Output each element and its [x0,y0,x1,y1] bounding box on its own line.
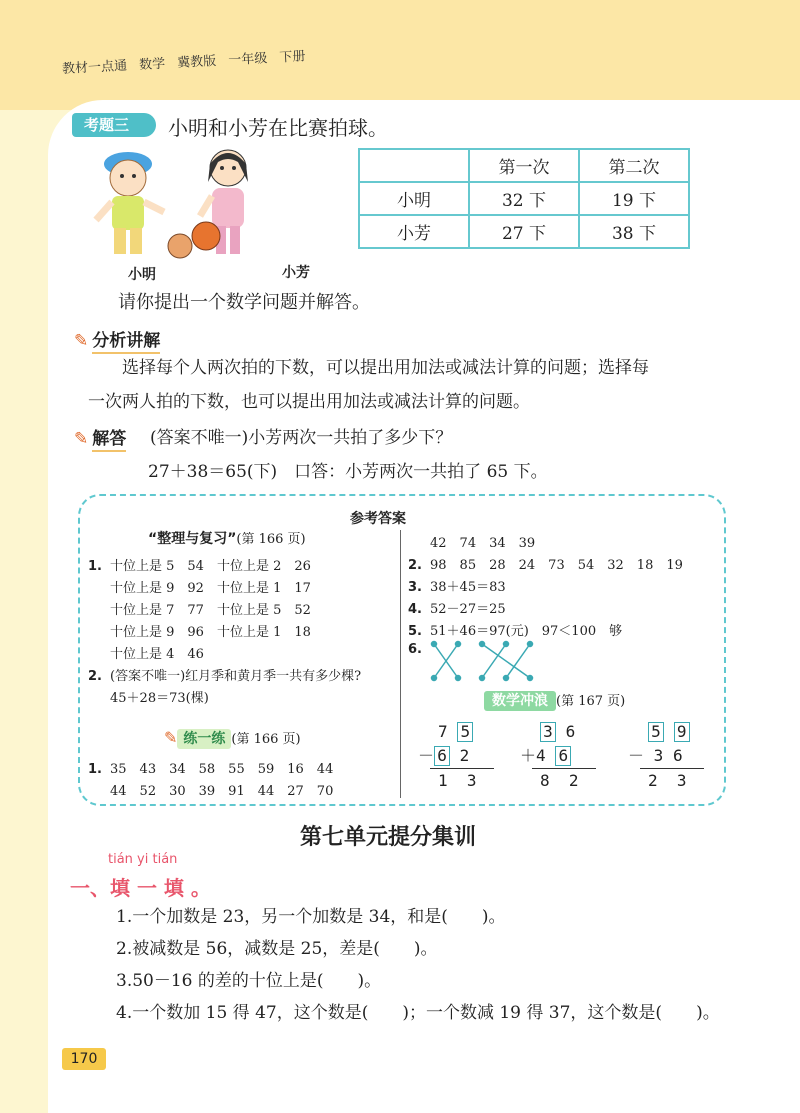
section-heading: 一、填 一 填 。 [70,876,211,900]
wave-heading [484,690,625,710]
answer-line-2: 27＋38＝65(下) 口答：小芳两次一共拍了 65 下。 [148,462,548,482]
score-table [358,148,690,249]
vertical-arith-1: 7 5 － 6 2 1 3 [418,720,494,793]
wave-label: 数学冲浪 [484,691,556,711]
kids-illustration [88,142,268,267]
boy-caption: 小明 [128,267,156,283]
review-heading [148,528,306,548]
analysis-label: 分析讲解 [92,331,160,354]
table-cell [359,149,469,182]
list-item: 4. 52－27＝25 [408,602,506,617]
vertical-arith-3: 5 9 － 3 6 2 3 [628,720,704,793]
table-cell: 38 下 [579,215,689,248]
wave-page: (第 167 页) [556,694,626,709]
table-cell: 第一次 [469,149,579,182]
unit-title: 第七单元提分集训 [300,825,477,850]
basketball-icon [192,222,220,250]
header-item: 一年级 [227,51,268,69]
column-divider [400,530,401,798]
page-number: 170 [62,1048,106,1070]
problem-title: 小明和小芳在比赛拍球。 [168,116,388,140]
review-page: (第 166 页) [236,532,306,547]
header-item: 冀教版 [176,53,217,71]
matching-lines-diagram [428,638,548,684]
question-text: 请你提出一个数学问题并解答。 [118,292,370,313]
table-row [359,149,689,182]
list-item: 3. 38＋45＝83 [408,580,506,595]
list-item: 2. (答案不唯一)红月季和黄月季一共有多少棵? [88,669,362,684]
header-item: 下册 [279,49,306,66]
answer-line-1: (答案不唯一)小芳两次一共拍了多少下？ [150,428,453,448]
vertical-arith-2: 3 6 ＋4 6 8 2 [520,720,596,793]
analysis-line-2: 一次两人拍的下数，也可以提出用加法或减法计算的问题。 [88,392,530,412]
practice-label: 练一练 [177,729,231,749]
answer-key-title: 参考答案 [350,511,406,527]
table-cell: 第二次 [579,149,689,182]
practice-page: (第 166 页) [231,732,301,747]
ball-icon [168,234,192,258]
answer-heading [74,424,126,449]
fill-item: 2.被减数是 56，减数是 25，差是( )。 [116,939,438,959]
list-item: 45＋28＝73(棵) [110,691,209,706]
table-cell: 小明 [359,182,469,215]
list-item: 6. [408,642,422,657]
header-item: 数学 [138,56,166,73]
pencil-icon: ✎ [74,429,89,449]
table-cell: 19 下 [579,182,689,215]
header-item: 教材一点通 [61,58,128,77]
pencil-icon: ✎ [164,728,178,747]
fill-item: 3.50－16 的差的十位上是( )。 [116,971,382,991]
pencil-icon: ✎ [74,331,89,351]
list-item: 1. 35 43 34 58 55 59 16 44 [88,762,334,777]
list-item: 十位上是 7 77 十位上是 5 52 [110,603,311,618]
analysis-line-1: 选择每个人两次拍的下数，可以提出用加法或减法计算的问题；选择每 [122,358,649,378]
table-row [359,182,689,215]
list-item: 十位上是 4 46 [110,647,204,662]
boy-figure [96,152,164,254]
list-item: 44 52 30 39 91 44 27 70 [110,784,334,799]
list-item: 5. 51＋46＝97(元) 97＜100 够 [408,624,623,639]
section-pinyin: tián yi tián [108,852,178,867]
list-item: 十位上是 9 96 十位上是 1 18 [110,625,311,640]
analysis-heading [74,326,160,351]
list-item: 十位上是 9 92 十位上是 1 17 [110,581,311,596]
fill-item: 1.一个加数是 23，另一个加数是 34，和是( )。 [116,907,506,927]
answer-label: 解答 [92,429,126,452]
list-item: 1. 十位上是 5 54 十位上是 2 26 [88,559,311,574]
review-title: “整理与复习” [148,531,237,547]
girl-caption: 小芳 [282,265,310,281]
table-cell: 27 下 [469,215,579,248]
table-cell: 32 下 [469,182,579,215]
practice-heading [164,728,301,748]
table-cell: 小芳 [359,215,469,248]
table-row [359,215,689,248]
list-item: 2. 98 85 28 24 73 54 32 18 19 [408,558,683,573]
fill-item: 4.一个数加 15 得 47，这个数是( )；一个数减 19 得 37，这个数是( )。 [116,1003,720,1023]
list-item: 42 74 34 39 [430,536,536,551]
exam-tag: 考题三 [72,113,156,137]
